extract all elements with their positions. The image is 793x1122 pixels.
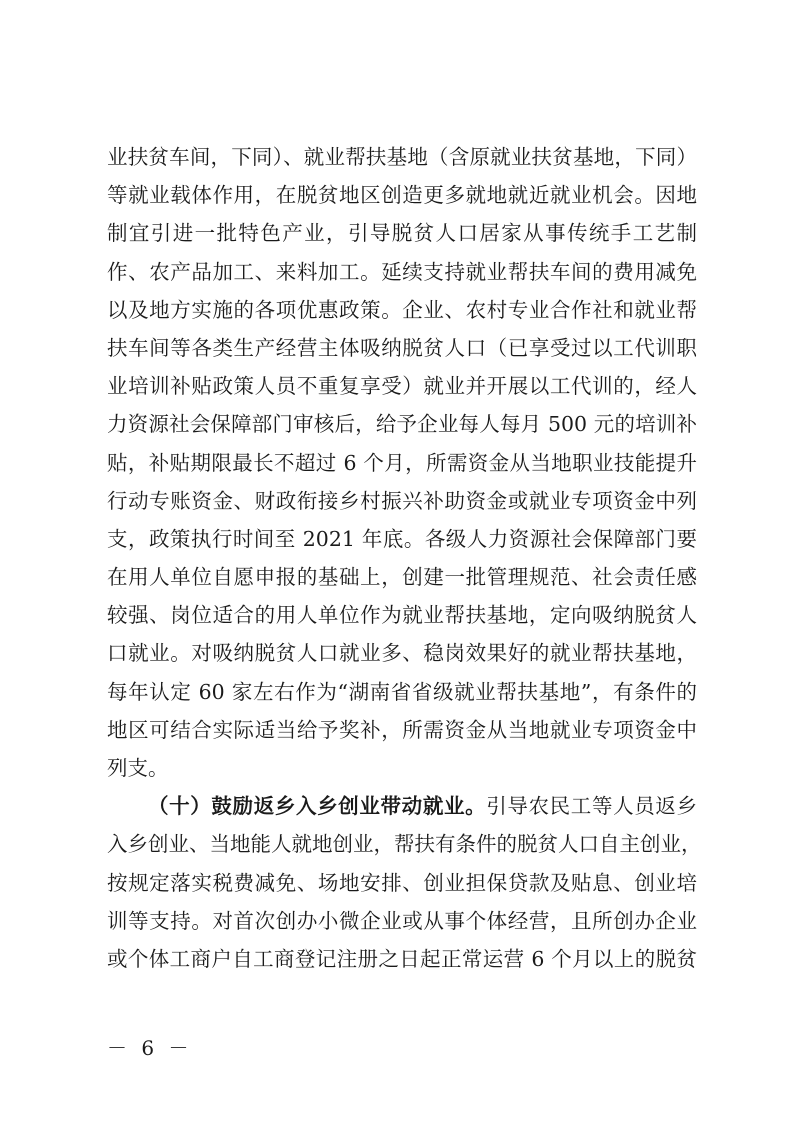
body-text: [107, 138, 702, 978]
section-heading: （十）鼓励返乡入乡创业带动就业。: [148, 794, 487, 819]
paragraph-line: 力资源社会保障部门审核后，给予企业每人每月 500 元的培训补: [107, 412, 697, 437]
paragraph-line: 业扶贫车间，下同）、就业帮扶基地（含原就业扶贫基地，下同）: [107, 145, 697, 169]
page-number: － 6 －: [107, 1036, 193, 1060]
paragraph-line: 行动专账资金、财政衔接乡村振兴补助资金或就业专项资金中列: [107, 488, 697, 513]
paragraph-line: 列支。: [107, 756, 169, 780]
section-heading-line: [107, 787, 697, 825]
paragraph-line: 扶车间等各类生产经营主体吸纳脱贫人口（已享受过以工代训职: [107, 335, 697, 360]
paragraph-line: 业培训补贴政策人员不重复享受）就业并开展以工代训的，经人: [107, 374, 697, 399]
paragraph-line: 支，政策执行时间至 2021 年底。各级人力资源社会保障部门要: [107, 526, 697, 551]
paragraph-line: 在用人单位自愿申报的基础上，创建一批管理规范、社会责任感: [107, 565, 697, 590]
paragraph-line: 入乡创业、当地能人就地创业，帮扶有条件的脱贫人口自主创业，: [107, 832, 702, 857]
section-text: 引导农民工等人员返乡: [486, 794, 698, 819]
paragraph-line: 以及地方实施的各项优惠政策。企业、农村专业合作社和就业帮: [107, 297, 697, 322]
paragraph-line: 或个体工商户自工商登记注册之日起正常运营 6 个月以上的脱贫: [107, 946, 697, 971]
paragraph-line: 每年认定 60 家左右作为“湖南省省级就业帮扶基地”，有条件的: [107, 679, 697, 704]
paragraph-line: 地区可结合实际适当给予奖补，所需资金从当地就业专项资金中: [107, 717, 697, 742]
paragraph-line: 贴，补贴期限最长不超过 6 个月，所需资金从当地职业技能提升: [107, 450, 697, 475]
paragraph-line: 等就业载体作用，在脱贫地区创造更多就地就近就业机会。因地: [107, 183, 697, 208]
paragraph-line: 训等支持。对首次创办小微企业或从事个体经营，且所创办企业: [107, 908, 697, 933]
paragraph-line: 按规定落实税费减免、场地安排、创业担保贷款及贴息、创业培: [107, 870, 697, 895]
paragraph-line: 制宜引进一批特色产业，引导脱贫人口居家从事传统手工艺制: [107, 221, 697, 246]
paragraph-line: 较强、岗位适合的用人单位作为就业帮扶基地，定向吸纳脱贫人: [107, 603, 697, 628]
paragraph-line: 口就业。对吸纳脱贫人口就业多、稳岗效果好的就业帮扶基地，: [107, 641, 697, 666]
paragraph-line: 作、农产品加工、来料加工。延续支持就业帮扶车间的费用减免: [107, 259, 697, 284]
